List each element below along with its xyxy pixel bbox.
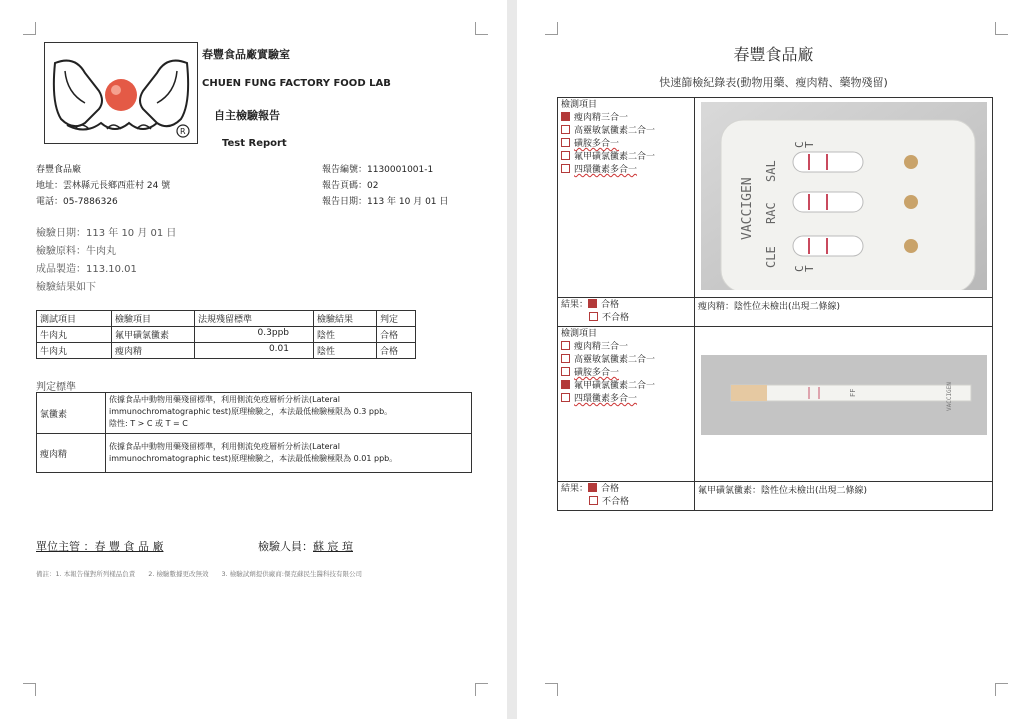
table-cell: 牛肉丸 bbox=[37, 327, 112, 343]
cassette-label-sal: SAL bbox=[764, 160, 778, 182]
table-cell: 瘦肉精 bbox=[112, 343, 195, 359]
strip-photo-cell bbox=[695, 327, 993, 482]
checkbox-item[interactable]: 四環黴素多合一 bbox=[561, 164, 691, 177]
checkbox-item[interactable]: 磺胺多合一 bbox=[561, 138, 691, 151]
checkbox[interactable] bbox=[561, 138, 570, 147]
table-cell: 合格 bbox=[377, 343, 416, 359]
checkbox[interactable] bbox=[561, 125, 570, 134]
criteria-line: 陰性: T > C 或 T = C bbox=[109, 419, 188, 428]
table-row bbox=[37, 343, 416, 359]
results-intro: 檢驗結果如下 bbox=[36, 282, 96, 293]
table-row bbox=[558, 482, 993, 511]
table-header-cell: 檢驗項目 bbox=[112, 311, 195, 327]
table-row bbox=[558, 298, 993, 327]
company-name: 春豐食品廠 bbox=[36, 165, 82, 175]
checkbox-item[interactable]: 瘦肉精三合一 bbox=[561, 341, 691, 354]
checkbox[interactable] bbox=[561, 380, 570, 389]
table-header-cell: 測試項目 bbox=[37, 311, 112, 327]
page-corner-mark bbox=[23, 683, 36, 696]
table-cell: 陰性 bbox=[314, 343, 377, 359]
criteria-item: 氯黴素 bbox=[37, 393, 106, 434]
result-remark: 瘦肉精：陰性位未檢出(出現二條線) bbox=[695, 298, 993, 327]
checkbox-item[interactable]: 四環黴素多合一 bbox=[561, 393, 691, 406]
test-items-heading: 檢測項目 bbox=[561, 329, 598, 339]
result-label: 結果： bbox=[561, 484, 589, 494]
cassette-brand: VACCIGEN bbox=[740, 177, 755, 240]
report-page-number: 報告頁碼：02 bbox=[322, 181, 379, 191]
checkbox-item[interactable]: 氟甲磺氯黴素二合一 bbox=[561, 380, 691, 393]
result-remark: 氟甲磺氯黴素：陰性位未檢出(出現二條線) bbox=[695, 482, 993, 511]
checkbox[interactable] bbox=[561, 393, 570, 402]
table-row bbox=[558, 98, 993, 298]
company-address: 地址：雲林縣元長鄉西莊村 24 號 bbox=[36, 181, 171, 191]
criteria-item: 瘦肉精 bbox=[37, 434, 106, 473]
checkbox-item[interactable]: 高靈敏氯黴素二合一 bbox=[561, 125, 691, 138]
criteria-line: immunochromatographic test)原理檢驗之，本法最低檢驗極限為 0.01 ppb。 bbox=[109, 454, 398, 463]
result-cell bbox=[558, 482, 695, 511]
fail-checkbox[interactable] bbox=[589, 312, 598, 321]
inspector-label: 檢驗人員： bbox=[258, 540, 313, 553]
report-number: 報告編號：1130001001-1 bbox=[322, 165, 434, 175]
criteria-table bbox=[36, 392, 472, 473]
test-date: 檢驗日期：113 年 10 月 01 日 bbox=[36, 228, 177, 239]
test-cassette-image bbox=[701, 102, 987, 290]
checkbox[interactable] bbox=[561, 367, 570, 376]
lab-title-en: CHUEN FUNG FACTORY FOOD LAB bbox=[202, 78, 391, 89]
checkbox[interactable] bbox=[561, 354, 570, 363]
checkbox-item[interactable]: 高靈敏氯黴素二合一 bbox=[561, 354, 691, 367]
page-corner-mark bbox=[23, 22, 36, 35]
record-subtitle: 快速篩檢紀錄表(動物用藥、瘦肉精、藥物殘留) bbox=[659, 76, 888, 89]
cassette-label-rac: RAC bbox=[764, 202, 778, 224]
checkbox[interactable] bbox=[561, 151, 570, 160]
page-corner-mark bbox=[545, 22, 558, 35]
report-title: 自主檢驗報告 bbox=[214, 109, 280, 122]
cassette-photo-cell bbox=[695, 98, 993, 298]
report-date: 報告日期：113 年 10 月 01 日 bbox=[322, 197, 449, 207]
test-items-heading: 檢測項目 bbox=[561, 100, 598, 110]
fail-checkbox[interactable] bbox=[589, 496, 598, 505]
checkbox[interactable] bbox=[561, 112, 570, 121]
page-corner-mark bbox=[475, 683, 488, 696]
table-row bbox=[37, 393, 472, 434]
page-corner-mark bbox=[545, 683, 558, 696]
record-table bbox=[557, 97, 993, 511]
table-header-cell: 法規殘留標準 bbox=[195, 311, 314, 327]
lab-logo bbox=[44, 42, 198, 144]
results-table bbox=[36, 310, 416, 359]
pass-checkbox[interactable] bbox=[588, 299, 597, 308]
report-note: 備註：1. 本報告僅對所列樣品負責 2. 檢驗數據更改無效 3. 檢驗試劑提供廠商:傑克蘇民生醫科技有限公司 bbox=[36, 570, 362, 578]
strip-ff-label: FF bbox=[849, 388, 857, 397]
inspector-name: 蘇 宸 瑄 bbox=[313, 540, 353, 553]
criteria-heading: 判定標準 bbox=[36, 382, 76, 393]
test-material: 檢驗原料：牛肉丸 bbox=[36, 246, 116, 257]
page-corner-mark bbox=[995, 22, 1008, 35]
cassette-c-label: C bbox=[793, 141, 806, 148]
pass-label: 合格 bbox=[601, 300, 620, 310]
criteria-description bbox=[106, 434, 472, 473]
table-row bbox=[37, 434, 472, 473]
cassette-label-cle: CLE bbox=[764, 246, 778, 268]
table-header-cell: 判定 bbox=[377, 311, 416, 327]
strip-brand: VACCIGEN bbox=[946, 382, 953, 411]
criteria-line: immunochromatographic test)原理檢驗之，本法最低檢驗極限為 0.3 ppb。 bbox=[109, 407, 393, 416]
table-header-cell: 檢驗結果 bbox=[314, 311, 377, 327]
checkbox[interactable] bbox=[561, 164, 570, 173]
table-row bbox=[558, 327, 993, 482]
checkbox-item[interactable]: 磺胺多合一 bbox=[561, 367, 691, 380]
fail-label: 不合格 bbox=[602, 497, 630, 507]
checkbox-item[interactable]: 氟甲磺氯黴素二合一 bbox=[561, 151, 691, 164]
cassette-t-label: T bbox=[803, 265, 816, 272]
svg-text:R: R bbox=[180, 127, 186, 136]
checkbox-item[interactable]: 瘦肉精三合一 bbox=[561, 112, 691, 125]
record-page bbox=[517, 0, 1030, 719]
test-strip-image bbox=[701, 355, 987, 435]
result-cell bbox=[558, 298, 695, 327]
supervisor-signature: 單位主管 ：春 豐 食 品 廠 bbox=[36, 540, 164, 553]
table-cell: 0.3ppb bbox=[195, 327, 314, 343]
table-cell: 陰性 bbox=[314, 327, 377, 343]
criteria-description bbox=[106, 393, 472, 434]
page-corner-mark bbox=[475, 22, 488, 35]
lab-title: 春豐食品廠實驗室 bbox=[202, 48, 290, 61]
production-date: 成品製造：113.10.01 bbox=[36, 264, 137, 275]
company-phone: 電話：05-7886326 bbox=[36, 197, 118, 207]
cassette-c-label: C bbox=[793, 265, 806, 272]
pass-label: 合格 bbox=[601, 484, 620, 494]
criteria-line: 依據食品中動物用藥殘留標準，利用側流免疫層析分析法(Lateral bbox=[109, 395, 340, 404]
record-title: 春豐食品廠 bbox=[733, 45, 814, 64]
table-cell: 牛肉丸 bbox=[37, 343, 112, 359]
cassette-t-label: T bbox=[803, 141, 816, 148]
page-corner-mark bbox=[995, 683, 1008, 696]
report-page bbox=[0, 0, 507, 719]
table-cell: 氟甲磺氯黴素 bbox=[112, 327, 195, 343]
inspector-signature bbox=[258, 538, 353, 554]
result-label: 結果： bbox=[561, 300, 589, 310]
table-cell: 合格 bbox=[377, 327, 416, 343]
table-header-row bbox=[37, 311, 416, 327]
fail-label: 不合格 bbox=[602, 313, 630, 323]
table-cell: 0.01 bbox=[195, 343, 314, 359]
table-row bbox=[37, 327, 416, 343]
test-items-cell bbox=[558, 327, 695, 482]
report-title-en: Test Report bbox=[222, 138, 287, 149]
checkbox[interactable] bbox=[561, 341, 570, 350]
pass-checkbox[interactable] bbox=[588, 483, 597, 492]
criteria-line: 依據食品中動物用藥殘留標準，利用側流免疫層析分析法(Lateral bbox=[109, 442, 340, 451]
test-items-cell bbox=[558, 98, 695, 298]
